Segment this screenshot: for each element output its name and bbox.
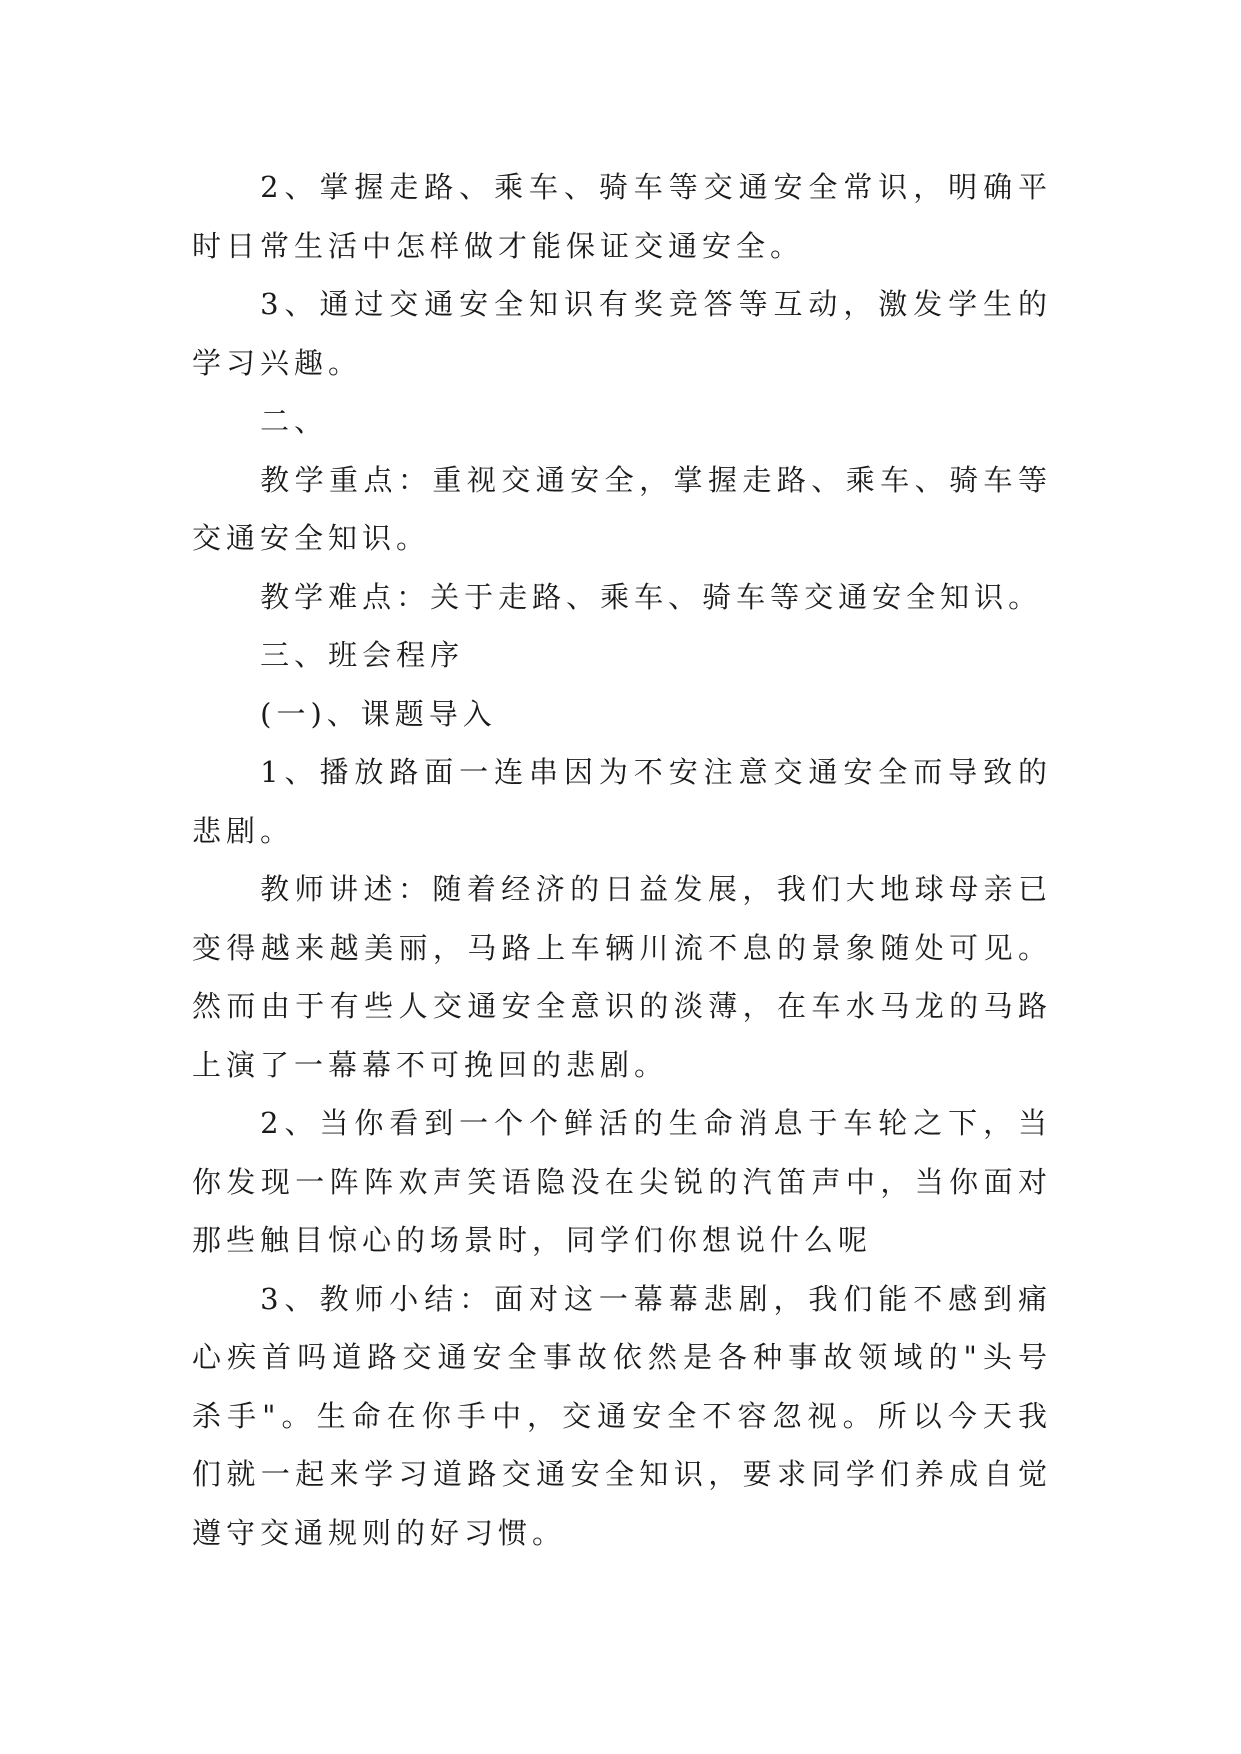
paragraph-objective-2: 2、掌握走路、乘车、骑车等交通安全常识，明确平时日常生活中怎样做才能保证交通安全。 [192,170,1052,263]
section-heading-2: 二、 [260,404,329,438]
subsection-heading-intro: (一)、课题导入 [260,696,497,731]
paragraph-step-3-summary: 3、教师小结：面对这一幕幕悲剧，我们能不感到痛心疾首吗道路交通安全事故依然是各种事故领域的"头号杀手"。生命在你手中，交通安全不容忽视。所以今天我们就一起来学习道路交通安全知识，要求同学们养成自觉遵守交通规则的好习惯。 [192,1281,1052,1550]
paragraph-teacher-narration: 教师讲述：随着经济的日益发展，我们大地球母亲已变得越来越美丽，马路上车辆川流不息的景象随处可见。然而由于有些人交通安全意识的淡薄，在车水马龙的马路上演了一幕幕不可挽回的悲剧。 [192,872,1052,1082]
paragraph-step-1: 1、播放路面一连串因为不安注意交通安全而导致的悲剧。 [192,755,1052,848]
paragraph-difficulties: 教学难点：关于走路、乘车、骑车等交通安全知识。 [260,579,1043,614]
paragraph-step-2: 2、当你看到一个个鲜活的生命消息于车轮之下，当你发现一阵阵欢声笑语隐没在尖锐的汽笛声中，当你面对那些触目惊心的场景时，同学们你想说什么呢 [192,1106,1052,1257]
paragraph-objective-3: 3、通过交通安全知识有奖竞答等互动，激发学生的学习兴趣。 [192,287,1052,380]
document-body [192,158,1052,1562]
section-heading-3: 三、班会程序 [260,638,465,672]
paragraph-key-points: 教学重点：重视交通安全，掌握走路、乘车、骑车等交通安全知识。 [192,462,1052,555]
